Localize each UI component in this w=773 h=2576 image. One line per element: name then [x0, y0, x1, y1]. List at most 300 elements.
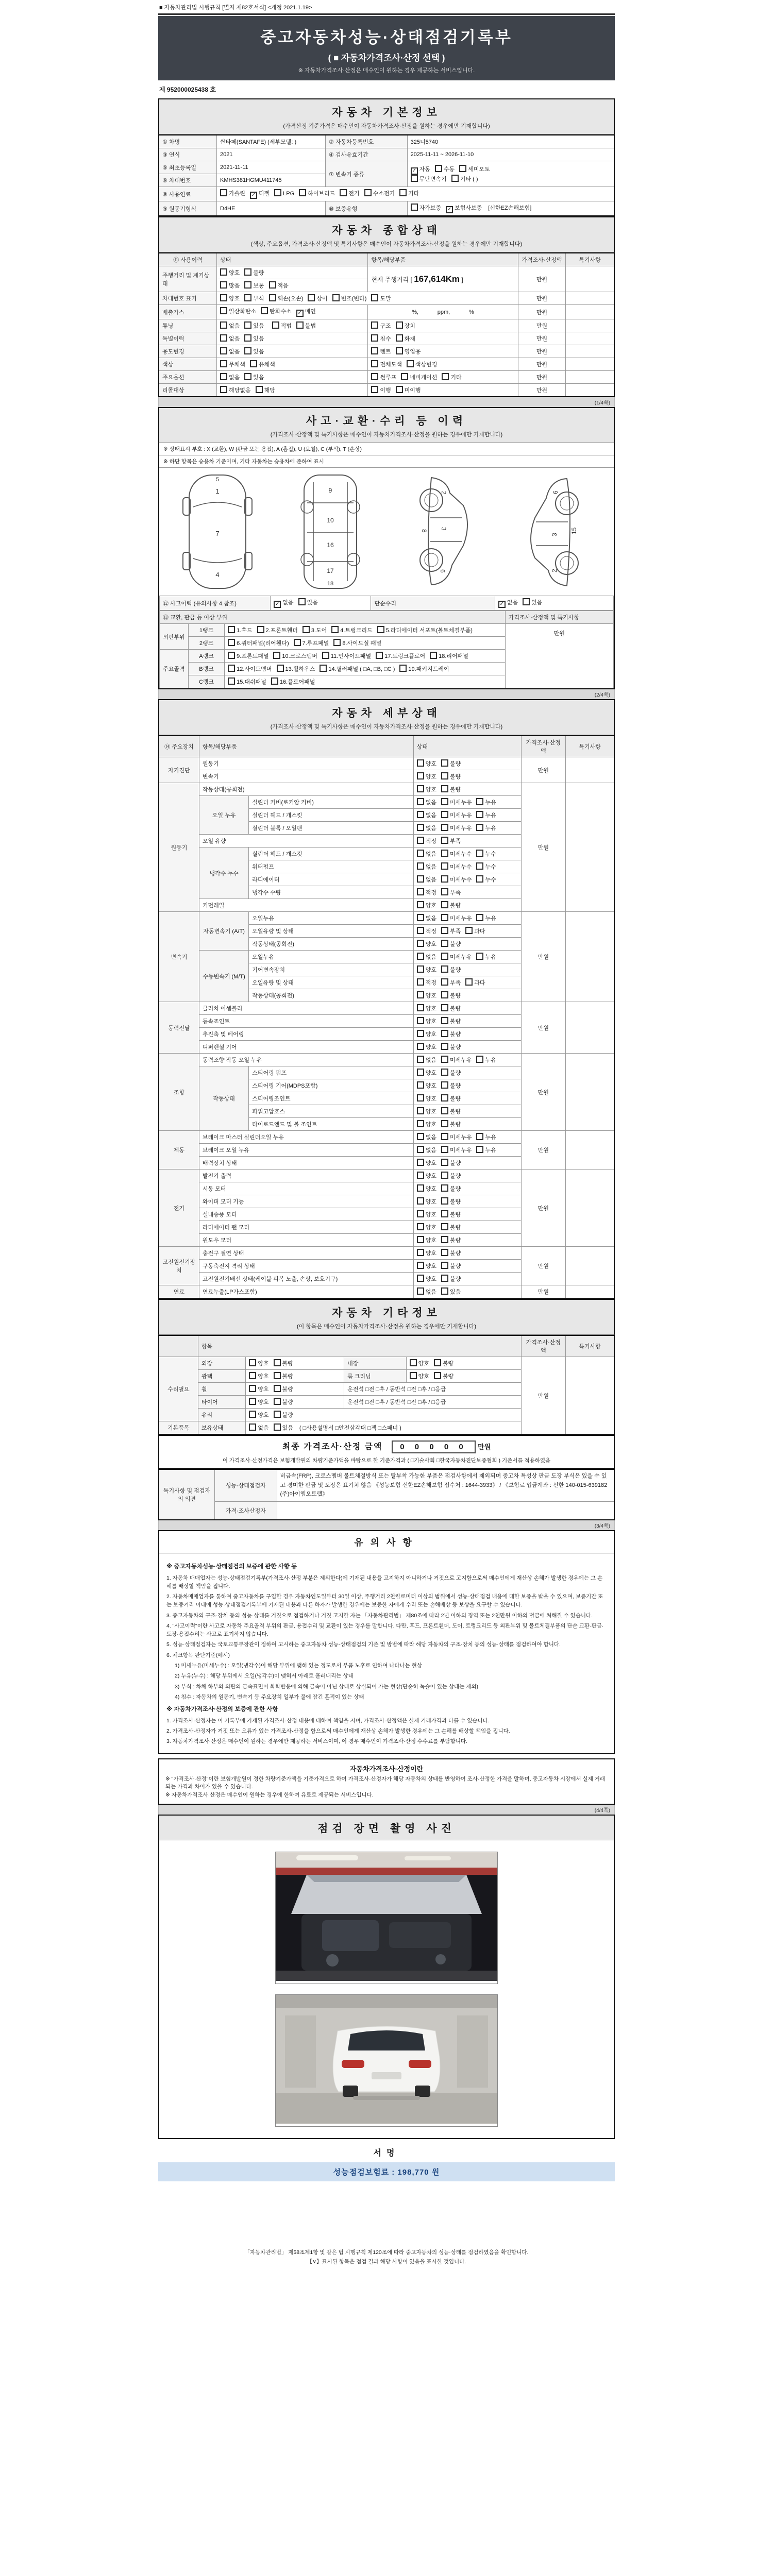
checkbox-checked[interactable]	[411, 167, 418, 175]
checkbox-unchecked[interactable]	[441, 927, 448, 934]
checkbox-unchecked[interactable]	[417, 837, 424, 844]
checkbox-unchecked[interactable]	[417, 1275, 424, 1282]
checkbox-unchecked[interactable]	[274, 1372, 281, 1379]
checkbox-unchecked[interactable]	[441, 940, 448, 947]
checkbox-option[interactable]	[308, 294, 327, 302]
checkbox-option[interactable]	[441, 1197, 461, 1206]
checkbox-unchecked[interactable]	[220, 268, 227, 276]
checkbox-option[interactable]	[434, 1372, 453, 1380]
checkbox-checked[interactable]	[446, 206, 453, 213]
checkbox-option[interactable]	[417, 1094, 436, 1103]
checkbox-option[interactable]	[417, 837, 436, 845]
checkbox-unchecked[interactable]	[417, 811, 424, 818]
checkbox-unchecked[interactable]	[417, 1249, 424, 1256]
checkbox-option[interactable]	[371, 386, 391, 394]
checkbox-option[interactable]	[441, 1081, 461, 1090]
checkbox-unchecked[interactable]	[441, 1030, 448, 1037]
checkbox-option[interactable]	[417, 1223, 436, 1231]
checkbox-unchecked[interactable]	[476, 875, 483, 883]
checkbox-option[interactable]	[441, 1275, 461, 1283]
checkbox-option[interactable]	[411, 165, 430, 175]
checkbox-unchecked[interactable]	[441, 1081, 448, 1089]
checkbox-option[interactable]	[417, 901, 436, 909]
checkbox-option[interactable]	[441, 785, 461, 793]
checkbox-option[interactable]	[249, 1398, 268, 1406]
checkbox-option[interactable]	[272, 321, 292, 330]
checkbox-option[interactable]	[417, 965, 436, 974]
checkbox-unchecked[interactable]	[269, 281, 276, 289]
checkbox-unchecked[interactable]	[417, 1043, 424, 1050]
checkbox-option[interactable]	[417, 1210, 436, 1218]
checkbox-option[interactable]	[441, 1236, 461, 1244]
checkbox-option[interactable]	[441, 1004, 461, 1012]
checkbox-unchecked[interactable]	[249, 1398, 256, 1405]
checkbox-option[interactable]	[269, 294, 304, 302]
checkbox-unchecked[interactable]	[228, 639, 235, 646]
checkbox-unchecked[interactable]	[417, 1159, 424, 1166]
checkbox-unchecked[interactable]	[244, 334, 251, 342]
checkbox-option[interactable]	[441, 875, 472, 884]
checkbox-unchecked[interactable]	[256, 386, 263, 393]
checkbox-unchecked[interactable]	[417, 1081, 424, 1089]
checkbox-option[interactable]	[417, 978, 436, 987]
checkbox-option[interactable]	[244, 347, 264, 355]
checkbox-option[interactable]	[220, 334, 240, 343]
checkbox-unchecked[interactable]	[441, 1275, 448, 1282]
checkbox-checked[interactable]	[250, 192, 257, 199]
checkbox-option[interactable]	[476, 811, 496, 819]
checkbox-unchecked[interactable]	[407, 360, 414, 367]
checkbox-unchecked[interactable]	[476, 798, 483, 805]
checkbox-unchecked[interactable]	[441, 1120, 448, 1127]
checkbox-option[interactable]	[476, 798, 496, 806]
checkbox-option[interactable]	[417, 1262, 436, 1270]
checkbox-option[interactable]	[371, 360, 402, 368]
checkbox-unchecked[interactable]	[417, 824, 424, 831]
checkbox-unchecked[interactable]	[220, 189, 227, 196]
checkbox-option[interactable]	[320, 665, 395, 673]
checkbox-option[interactable]	[371, 294, 391, 302]
checkbox-option[interactable]	[417, 1159, 436, 1167]
checkbox-option[interactable]	[451, 175, 478, 183]
checkbox-unchecked[interactable]	[417, 1056, 424, 1063]
checkbox-unchecked[interactable]	[441, 1146, 448, 1153]
checkbox-option[interactable]	[441, 927, 461, 935]
checkbox-option[interactable]	[220, 294, 240, 302]
checkbox-option[interactable]	[417, 798, 436, 806]
checkbox-unchecked[interactable]	[441, 1184, 448, 1192]
checkbox-unchecked[interactable]	[272, 321, 279, 329]
checkbox-option[interactable]	[434, 1359, 453, 1367]
checkbox-option[interactable]	[249, 1359, 268, 1367]
checkbox-unchecked[interactable]	[417, 1069, 424, 1076]
checkbox-unchecked[interactable]	[441, 1056, 448, 1063]
checkbox-option[interactable]	[274, 1359, 293, 1367]
checkbox-unchecked[interactable]	[441, 772, 448, 779]
checkbox-option[interactable]	[273, 652, 317, 660]
checkbox-checked[interactable]	[498, 601, 506, 608]
checkbox-option[interactable]	[417, 1249, 436, 1257]
checkbox-option[interactable]	[377, 626, 473, 634]
checkbox-option[interactable]	[249, 1385, 268, 1393]
checkbox-option[interactable]	[417, 862, 436, 871]
checkbox-unchecked[interactable]	[442, 373, 449, 380]
checkbox-option[interactable]	[417, 888, 436, 896]
checkbox-option[interactable]	[417, 785, 436, 793]
checkbox-option[interactable]	[417, 759, 436, 768]
checkbox-option[interactable]	[371, 347, 391, 355]
checkbox-option[interactable]	[228, 677, 266, 686]
checkbox-unchecked[interactable]	[331, 626, 339, 633]
checkbox-unchecked[interactable]	[417, 888, 424, 895]
checkbox-unchecked[interactable]	[476, 914, 483, 921]
checkbox-unchecked[interactable]	[417, 1236, 424, 1243]
checkbox-unchecked[interactable]	[441, 875, 448, 883]
checkbox-option[interactable]	[396, 347, 421, 355]
checkbox-option[interactable]	[441, 953, 472, 961]
checkbox-option[interactable]	[277, 665, 315, 673]
checkbox-option[interactable]	[417, 953, 436, 961]
checkbox-unchecked[interactable]	[220, 334, 227, 342]
checkbox-option[interactable]	[417, 875, 436, 884]
checkbox-option[interactable]	[441, 1249, 461, 1257]
checkbox-option[interactable]	[441, 759, 461, 768]
checkbox-option[interactable]	[376, 652, 425, 660]
checkbox-option[interactable]	[261, 307, 292, 315]
checkbox-option[interactable]	[465, 927, 485, 935]
checkbox-unchecked[interactable]	[273, 652, 280, 659]
checkbox-unchecked[interactable]	[299, 189, 306, 196]
checkbox-option[interactable]	[441, 1094, 461, 1103]
checkbox-unchecked[interactable]	[274, 1385, 281, 1392]
checkbox-option[interactable]	[441, 772, 461, 781]
checkbox-option[interactable]	[441, 850, 472, 858]
checkbox-option[interactable]	[220, 373, 240, 381]
checkbox-unchecked[interactable]	[396, 347, 403, 354]
checkbox-unchecked[interactable]	[441, 1043, 448, 1050]
checkbox-unchecked[interactable]	[435, 165, 442, 172]
checkbox-option[interactable]	[244, 294, 264, 302]
checkbox-option[interactable]	[476, 953, 496, 961]
checkbox-unchecked[interactable]	[476, 1133, 483, 1140]
checkbox-unchecked[interactable]	[417, 759, 424, 767]
checkbox-unchecked[interactable]	[441, 837, 448, 844]
checkbox-option[interactable]	[417, 1017, 436, 1025]
checkbox-option[interactable]	[417, 1107, 436, 1115]
checkbox-option[interactable]	[396, 321, 415, 330]
checkbox-unchecked[interactable]	[441, 1249, 448, 1256]
checkbox-option[interactable]	[274, 598, 293, 608]
checkbox-unchecked[interactable]	[417, 1107, 424, 1114]
checkbox-unchecked[interactable]	[294, 639, 301, 646]
checkbox-unchecked[interactable]	[441, 850, 448, 857]
checkbox-unchecked[interactable]	[417, 772, 424, 779]
checkbox-option[interactable]	[417, 1287, 436, 1296]
checkbox-option[interactable]	[244, 334, 264, 343]
checkbox-option[interactable]	[228, 626, 252, 634]
checkbox-unchecked[interactable]	[274, 1398, 281, 1405]
checkbox-option[interactable]	[299, 189, 335, 197]
checkbox-unchecked[interactable]	[476, 862, 483, 870]
checkbox-option[interactable]	[441, 1146, 472, 1154]
checkbox-unchecked[interactable]	[261, 307, 268, 314]
checkbox-option[interactable]	[294, 639, 329, 647]
checkbox-option[interactable]	[441, 837, 461, 845]
checkbox-unchecked[interactable]	[249, 1385, 256, 1392]
checkbox-option[interactable]	[441, 811, 472, 819]
checkbox-option[interactable]	[274, 189, 294, 197]
checkbox-unchecked[interactable]	[441, 1107, 448, 1114]
checkbox-option[interactable]	[417, 1043, 436, 1051]
checkbox-option[interactable]	[298, 598, 318, 606]
checkbox-unchecked[interactable]	[441, 1287, 448, 1295]
checkbox-unchecked[interactable]	[417, 991, 424, 998]
checkbox-option[interactable]	[417, 927, 436, 935]
checkbox-unchecked[interactable]	[441, 759, 448, 767]
checkbox-option[interactable]	[220, 386, 251, 394]
checkbox-unchecked[interactable]	[257, 626, 264, 633]
checkbox-unchecked[interactable]	[434, 1372, 441, 1379]
checkbox-unchecked[interactable]	[459, 165, 466, 172]
checkbox-unchecked[interactable]	[377, 626, 384, 633]
checkbox-unchecked[interactable]	[220, 347, 227, 354]
checkbox-option[interactable]	[441, 888, 461, 896]
checkbox-option[interactable]	[446, 204, 482, 213]
checkbox-unchecked[interactable]	[332, 294, 340, 301]
checkbox-option[interactable]	[476, 850, 496, 858]
checkbox-unchecked[interactable]	[269, 294, 276, 301]
checkbox-unchecked[interactable]	[441, 1210, 448, 1217]
checkbox-unchecked[interactable]	[417, 953, 424, 960]
checkbox-unchecked[interactable]	[244, 347, 251, 354]
checkbox-unchecked[interactable]	[401, 373, 408, 380]
checkbox-unchecked[interactable]	[417, 850, 424, 857]
checkbox-unchecked[interactable]	[249, 1359, 256, 1366]
checkbox-unchecked[interactable]	[417, 927, 424, 934]
checkbox-unchecked[interactable]	[417, 798, 424, 805]
checkbox-unchecked[interactable]	[441, 811, 448, 818]
checkbox-unchecked[interactable]	[417, 914, 424, 921]
checkbox-option[interactable]	[417, 1146, 436, 1154]
checkbox-option[interactable]	[417, 991, 436, 999]
checkbox-option[interactable]	[249, 1411, 268, 1419]
checkbox-unchecked[interactable]	[441, 1159, 448, 1166]
checkbox-option[interactable]	[442, 373, 461, 381]
checkbox-option[interactable]	[303, 626, 327, 634]
checkbox-unchecked[interactable]	[441, 914, 448, 921]
checkbox-unchecked[interactable]	[417, 965, 424, 973]
checkbox-option[interactable]	[220, 268, 240, 277]
checkbox-option[interactable]	[411, 204, 442, 212]
checkbox-option[interactable]	[340, 189, 359, 197]
checkbox-unchecked[interactable]	[249, 1423, 256, 1431]
checkbox-option[interactable]	[244, 268, 264, 277]
checkbox-option[interactable]	[417, 1133, 436, 1141]
checkbox-option[interactable]	[274, 1385, 293, 1393]
checkbox-unchecked[interactable]	[417, 1017, 424, 1024]
checkbox-unchecked[interactable]	[244, 321, 251, 329]
checkbox-unchecked[interactable]	[441, 1172, 448, 1179]
checkbox-option[interactable]	[331, 626, 372, 634]
checkbox-unchecked[interactable]	[441, 1262, 448, 1269]
checkbox-unchecked[interactable]	[441, 888, 448, 895]
checkbox-unchecked[interactable]	[476, 811, 483, 818]
checkbox-unchecked[interactable]	[249, 1372, 256, 1379]
checkbox-option[interactable]	[274, 1398, 293, 1406]
checkbox-option[interactable]	[417, 824, 436, 832]
checkbox-unchecked[interactable]	[417, 940, 424, 947]
checkbox-unchecked[interactable]	[220, 373, 227, 380]
checkbox-unchecked[interactable]	[220, 360, 227, 367]
checkbox-unchecked[interactable]	[298, 598, 306, 605]
checkbox-option[interactable]	[296, 321, 316, 330]
checkbox-unchecked[interactable]	[476, 1056, 483, 1063]
checkbox-unchecked[interactable]	[371, 360, 378, 367]
checkbox-unchecked[interactable]	[441, 978, 448, 986]
checkbox-option[interactable]	[228, 652, 268, 660]
checkbox-unchecked[interactable]	[274, 189, 281, 196]
checkbox-option[interactable]	[417, 772, 436, 781]
checkbox-unchecked[interactable]	[322, 652, 329, 659]
checkbox-unchecked[interactable]	[476, 850, 483, 857]
checkbox-unchecked[interactable]	[228, 665, 235, 672]
checkbox-unchecked[interactable]	[476, 953, 483, 960]
checkbox-option[interactable]	[441, 991, 461, 999]
checkbox-option[interactable]	[441, 1210, 461, 1218]
checkbox-unchecked[interactable]	[417, 1120, 424, 1127]
checkbox-unchecked[interactable]	[417, 1094, 424, 1101]
checkbox-option[interactable]	[476, 1056, 496, 1064]
checkbox-option[interactable]	[441, 798, 472, 806]
checkbox-option[interactable]	[269, 281, 289, 290]
checkbox-unchecked[interactable]	[220, 294, 227, 301]
checkbox-option[interactable]	[465, 978, 485, 987]
checkbox-checked[interactable]	[296, 310, 304, 317]
checkbox-option[interactable]	[244, 373, 264, 381]
checkbox-option[interactable]	[417, 1004, 436, 1012]
checkbox-option[interactable]	[274, 1372, 293, 1380]
checkbox-unchecked[interactable]	[441, 1133, 448, 1140]
checkbox-option[interactable]	[371, 373, 396, 381]
checkbox-unchecked[interactable]	[417, 901, 424, 908]
checkbox-option[interactable]	[441, 1069, 461, 1077]
checkbox-unchecked[interactable]	[376, 652, 383, 659]
checkbox-unchecked[interactable]	[411, 204, 418, 211]
checkbox-unchecked[interactable]	[441, 1094, 448, 1101]
checkbox-unchecked[interactable]	[411, 175, 418, 182]
checkbox-unchecked[interactable]	[441, 862, 448, 870]
checkbox-option[interactable]	[441, 1030, 461, 1038]
checkbox-unchecked[interactable]	[441, 1197, 448, 1205]
checkbox-option[interactable]	[441, 862, 472, 871]
checkbox-option[interactable]	[417, 1056, 436, 1064]
checkbox-unchecked[interactable]	[451, 175, 459, 182]
checkbox-option[interactable]	[371, 334, 391, 343]
checkbox-option[interactable]	[371, 321, 391, 330]
checkbox-option[interactable]	[441, 1120, 461, 1128]
checkbox-option[interactable]	[410, 1359, 429, 1367]
checkbox-option[interactable]	[220, 360, 245, 368]
checkbox-unchecked[interactable]	[371, 334, 378, 342]
checkbox-option[interactable]	[441, 1287, 461, 1296]
checkbox-unchecked[interactable]	[244, 268, 251, 276]
checkbox-option[interactable]	[250, 360, 275, 368]
checkbox-option[interactable]	[476, 1133, 496, 1141]
checkbox-option[interactable]	[399, 189, 419, 197]
checkbox-unchecked[interactable]	[228, 677, 235, 685]
checkbox-unchecked[interactable]	[220, 321, 227, 329]
checkbox-unchecked[interactable]	[410, 1372, 417, 1379]
checkbox-unchecked[interactable]	[320, 665, 327, 672]
checkbox-unchecked[interactable]	[244, 294, 251, 301]
checkbox-unchecked[interactable]	[417, 875, 424, 883]
checkbox-unchecked[interactable]	[523, 598, 530, 605]
checkbox-option[interactable]	[417, 850, 436, 858]
checkbox-unchecked[interactable]	[371, 294, 378, 301]
checkbox-unchecked[interactable]	[476, 824, 483, 831]
checkbox-unchecked[interactable]	[441, 953, 448, 960]
checkbox-option[interactable]	[296, 307, 316, 317]
checkbox-option[interactable]	[244, 281, 264, 290]
checkbox-unchecked[interactable]	[220, 307, 227, 314]
checkbox-option[interactable]	[441, 1223, 461, 1231]
checkbox-option[interactable]	[441, 1262, 461, 1270]
checkbox-unchecked[interactable]	[274, 1411, 281, 1418]
checkbox-option[interactable]	[228, 639, 289, 647]
checkbox-unchecked[interactable]	[417, 1223, 424, 1230]
checkbox-option[interactable]	[220, 189, 245, 197]
checkbox-unchecked[interactable]	[399, 189, 407, 196]
checkbox-option[interactable]	[459, 165, 490, 173]
checkbox-unchecked[interactable]	[417, 1210, 424, 1217]
checkbox-unchecked[interactable]	[441, 1223, 448, 1230]
checkbox-option[interactable]	[396, 334, 415, 343]
checkbox-unchecked[interactable]	[441, 965, 448, 973]
checkbox-unchecked[interactable]	[441, 901, 448, 908]
checkbox-unchecked[interactable]	[364, 189, 372, 196]
checkbox-unchecked[interactable]	[249, 1411, 256, 1418]
checkbox-option[interactable]	[417, 1236, 436, 1244]
checkbox-unchecked[interactable]	[410, 1359, 417, 1366]
checkbox-unchecked[interactable]	[228, 626, 235, 633]
checkbox-unchecked[interactable]	[303, 626, 310, 633]
checkbox-option[interactable]	[441, 1056, 472, 1064]
checkbox-unchecked[interactable]	[417, 1287, 424, 1295]
checkbox-unchecked[interactable]	[340, 189, 347, 196]
checkbox-option[interactable]	[322, 652, 371, 660]
checkbox-unchecked[interactable]	[441, 798, 448, 805]
checkbox-option[interactable]	[441, 1159, 461, 1167]
checkbox-option[interactable]	[410, 1372, 429, 1380]
checkbox-option[interactable]	[441, 940, 461, 948]
checkbox-option[interactable]	[401, 373, 437, 381]
checkbox-option[interactable]	[441, 1107, 461, 1115]
checkbox-unchecked[interactable]	[417, 1004, 424, 1011]
checkbox-unchecked[interactable]	[417, 862, 424, 870]
checkbox-option[interactable]	[271, 677, 315, 686]
checkbox-option[interactable]	[430, 652, 468, 660]
checkbox-option[interactable]	[523, 598, 542, 606]
checkbox-unchecked[interactable]	[277, 665, 284, 672]
checkbox-option[interactable]	[417, 1275, 436, 1283]
checkbox-unchecked[interactable]	[417, 1197, 424, 1205]
checkbox-unchecked[interactable]	[271, 677, 278, 685]
checkbox-option[interactable]	[441, 1043, 461, 1051]
checkbox-unchecked[interactable]	[417, 978, 424, 986]
checkbox-option[interactable]	[250, 189, 270, 199]
checkbox-option[interactable]	[476, 1146, 496, 1154]
checkbox-option[interactable]	[441, 901, 461, 909]
